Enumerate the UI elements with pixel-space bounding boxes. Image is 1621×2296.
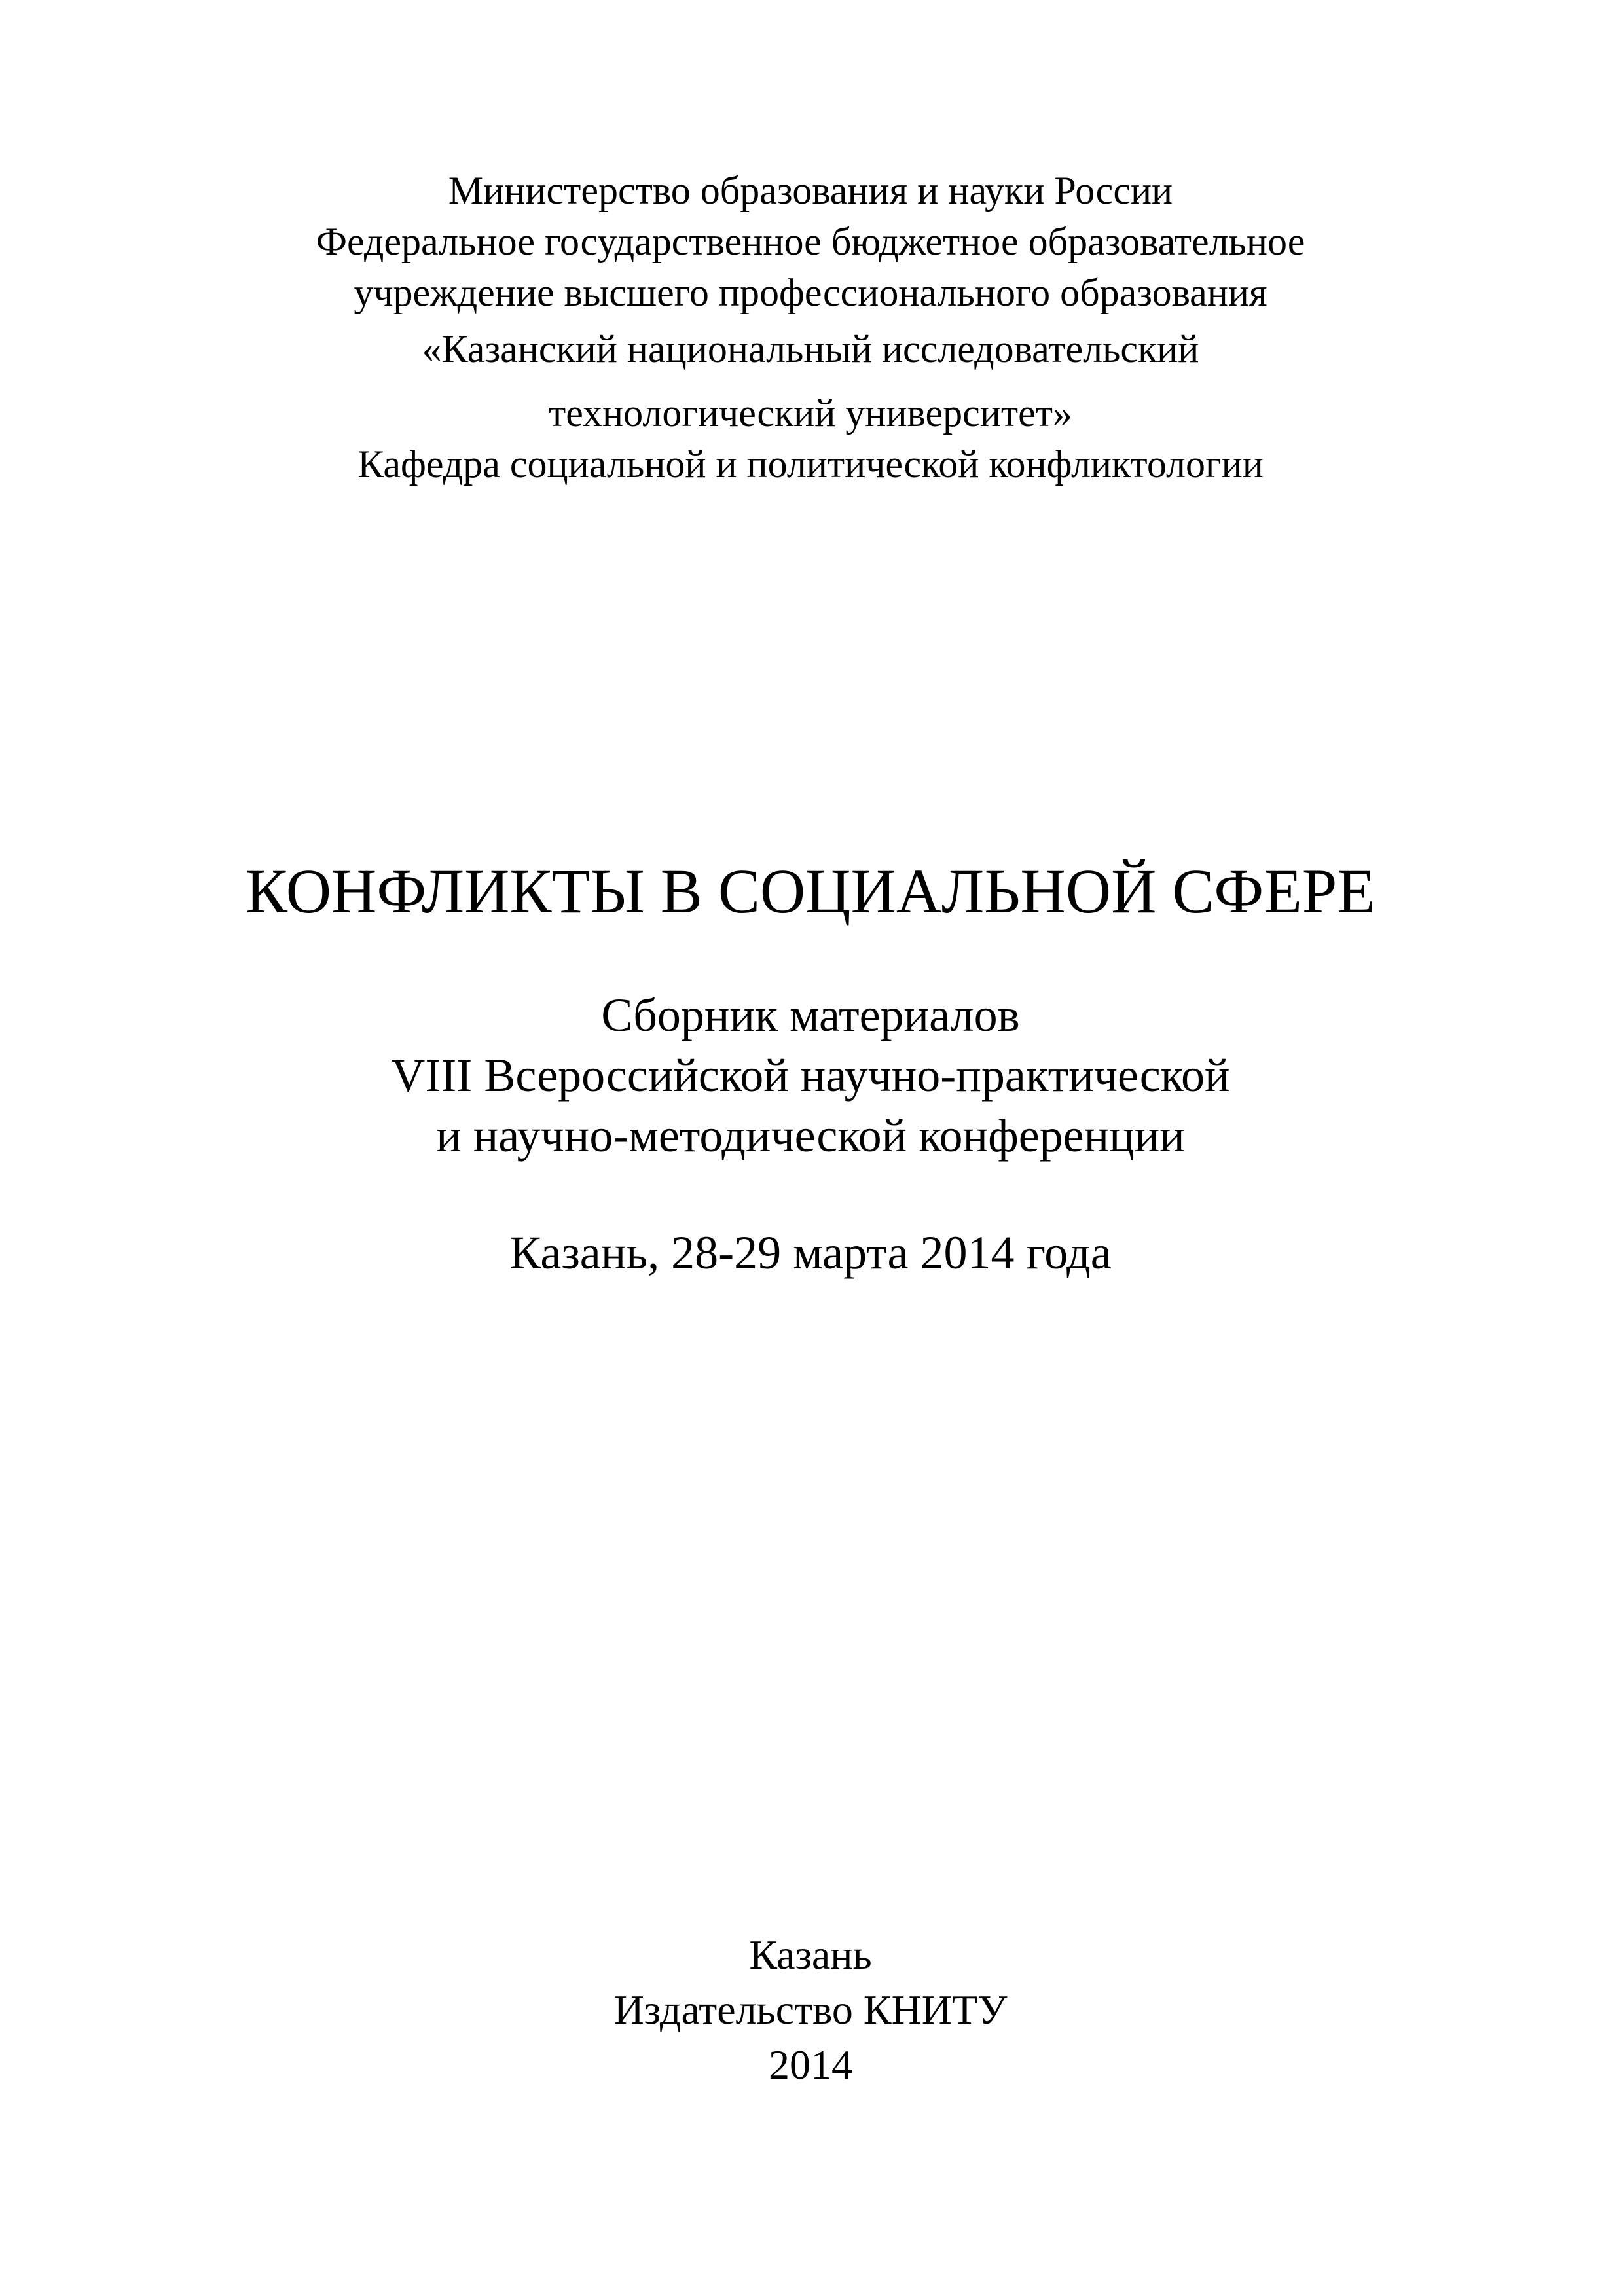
subtitle-line-3: и научно-методической конференции	[436, 1109, 1185, 1162]
institution-header	[0, 165, 1621, 490]
subtitle-line-2: VIII Всероссийской научно-практической	[391, 1049, 1230, 1102]
ministry-line: Министерство образования и науки России	[448, 169, 1173, 212]
university-line-1: «Казанский национальный исследовательский	[422, 327, 1199, 370]
conference-place-date	[0, 1223, 1621, 1283]
book-title-block	[0, 852, 1621, 931]
subtitle-block	[0, 985, 1621, 1166]
imprint-publisher: Издательство КНИТУ	[613, 1986, 1008, 2033]
book-title: КОНФЛИКТЫ В СОЦИАЛЬНОЙ СФЕРЕ	[246, 856, 1375, 926]
institution-line-2: учреждение высшего профессионального образования	[354, 271, 1267, 314]
place-date-line: Казань, 28-29 марта 2014 года	[509, 1227, 1112, 1279]
subtitle-line-1: Сборник материалов	[601, 989, 1020, 1041]
institution-line-1: Федеральное государственное бюджетное образовательное	[316, 220, 1305, 263]
imprint-city: Казань	[749, 1931, 872, 1978]
imprint-block	[0, 1928, 1621, 2092]
university-line-2: технологический университет»	[549, 391, 1072, 435]
department-line: Кафедра социальной и политической конфликтологии	[357, 442, 1264, 486]
imprint-year: 2014	[769, 2041, 852, 2088]
